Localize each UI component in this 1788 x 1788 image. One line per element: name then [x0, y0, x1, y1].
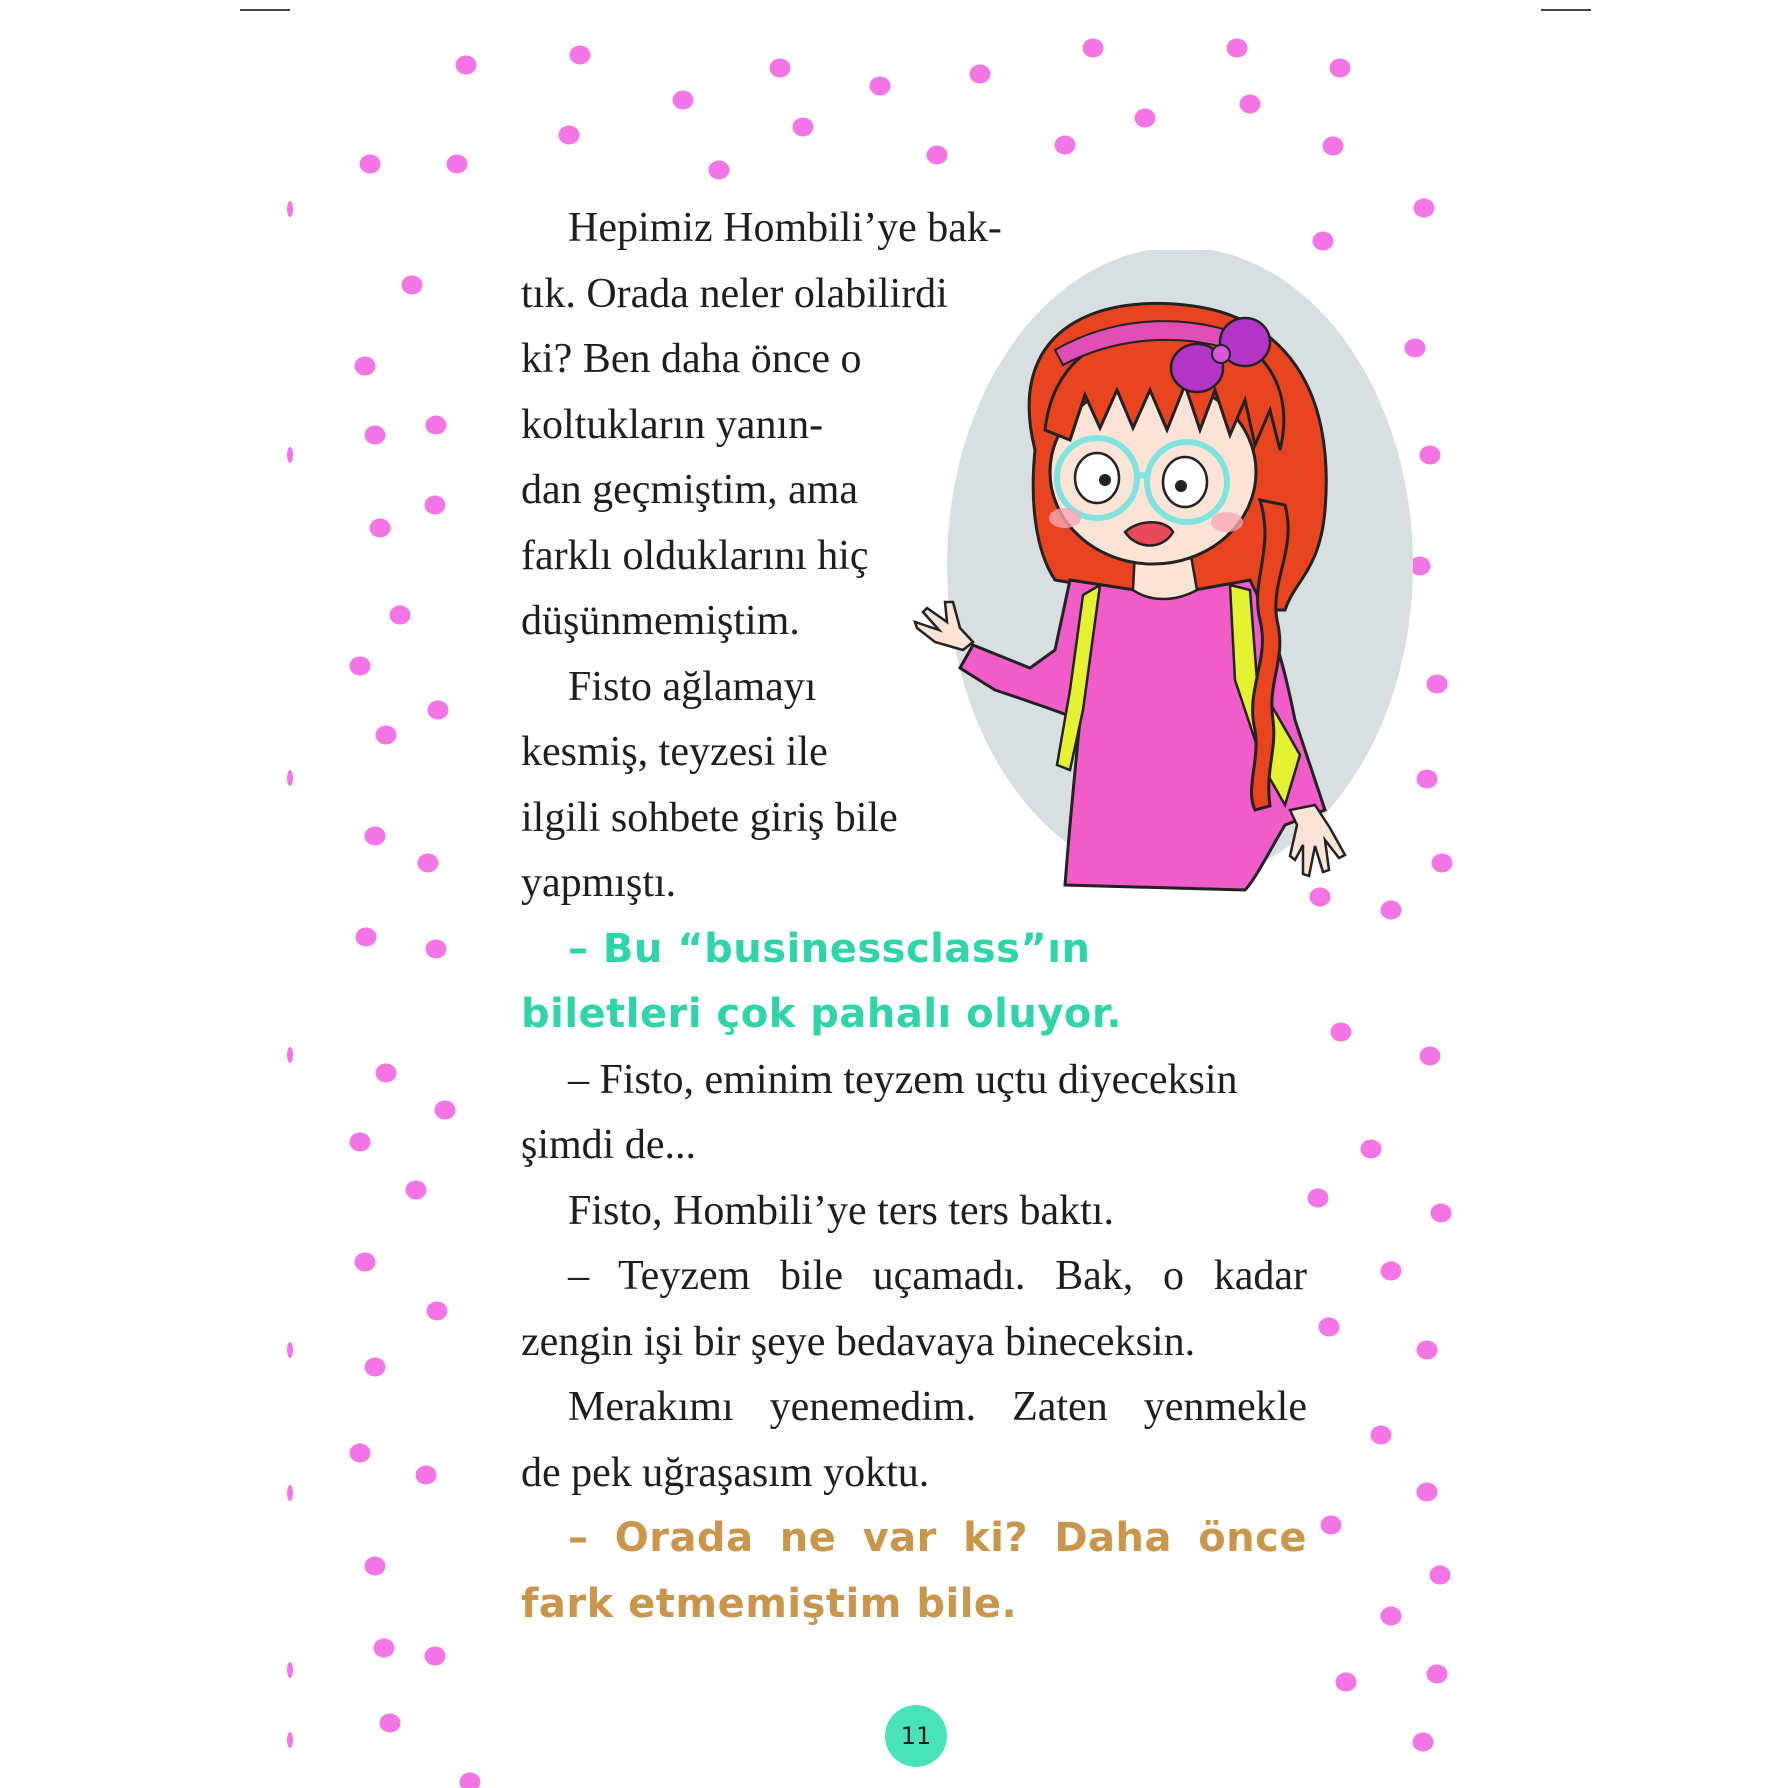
text-line: Fisto, Hombili’ye ters ters baktı. — [568, 1187, 1114, 1234]
pink-dot — [435, 1101, 456, 1120]
pink-dot — [1427, 1665, 1448, 1684]
pink-dot — [365, 1557, 386, 1576]
text-line: zengin işi bir şeye bedavaya bineceksin. — [521, 1318, 1196, 1365]
pink-dot — [1381, 1262, 1402, 1281]
pink-dot — [1427, 675, 1448, 694]
pink-dot — [380, 1714, 401, 1733]
text-line: Fisto ağlamayı — [568, 663, 817, 710]
pink-dot — [350, 1444, 371, 1463]
pink-dot — [1055, 136, 1076, 155]
pink-dot-edge — [287, 1662, 293, 1678]
page-number-badge — [885, 1705, 947, 1767]
pink-dot — [770, 59, 791, 78]
pink-dot — [402, 276, 423, 295]
text-line: Hepimiz Hombili’ye bak- — [568, 205, 1002, 251]
text-line: yapmıştı. — [521, 860, 677, 906]
pink-dot — [365, 426, 386, 445]
pink-dot — [418, 854, 439, 873]
pink-dot — [970, 65, 991, 84]
pink-dot — [425, 1647, 446, 1666]
pink-dot — [1308, 1189, 1329, 1208]
speech-line-teal: biletleri çok pahalı oluyor. — [521, 991, 1123, 1037]
pink-dot — [1135, 109, 1156, 128]
pink-dot — [870, 77, 891, 96]
pink-dot — [1414, 199, 1435, 218]
pink-dot — [1319, 1318, 1340, 1337]
pink-dot — [390, 606, 411, 625]
text-line: düşünmemiştim. — [521, 598, 800, 644]
text-line: de pek uğraşasım yoktu. — [521, 1449, 930, 1496]
pink-dot — [1083, 39, 1104, 58]
text-line: Merakımı yenemedim. Zaten yenmekle — [568, 1384, 1307, 1430]
speech-line-orange: fark etmemiştim bile. — [521, 1580, 1018, 1627]
pink-dot — [374, 1639, 395, 1658]
text-line: dan geçmiştim, ama — [521, 467, 859, 513]
pink-dot-edge — [287, 1732, 293, 1748]
pink-dot-edge — [287, 1342, 293, 1358]
pink-dot — [356, 928, 377, 947]
pink-dot — [1330, 59, 1351, 78]
pink-dot — [1420, 1047, 1441, 1066]
pink-dot — [355, 357, 376, 376]
pink-dot-edge — [287, 1485, 293, 1501]
pink-dot — [1371, 1426, 1392, 1445]
pink-dot — [425, 496, 446, 515]
pink-dot — [1381, 1607, 1402, 1626]
pink-dot — [1227, 39, 1248, 58]
pink-dot — [1336, 1673, 1357, 1692]
pink-dot — [1313, 232, 1334, 251]
pink-dot — [355, 1253, 376, 1272]
pink-dot — [1430, 1566, 1451, 1585]
text-line: – Teyzem bile uçamadı. Bak, o kadar — [568, 1253, 1307, 1299]
pink-dot-edge — [287, 1047, 293, 1063]
pink-dot-edge — [287, 770, 293, 786]
pink-dot — [365, 827, 386, 846]
pink-dot — [376, 726, 397, 745]
pink-dot — [370, 519, 391, 538]
pink-dot — [1331, 1023, 1352, 1042]
pink-dot — [376, 1064, 397, 1083]
text-line: koltukların yanın- — [521, 401, 824, 448]
pink-dot — [447, 155, 468, 174]
pink-dot — [428, 701, 449, 720]
pink-dot — [709, 161, 730, 180]
pink-dot — [1413, 1733, 1434, 1752]
pink-dot — [570, 46, 591, 65]
pink-dot — [559, 126, 580, 145]
pink-dot — [927, 146, 948, 165]
text-line: farklı olduklarını hiç — [521, 532, 869, 579]
speech-line-teal: – Bu “businessclass”ın — [568, 925, 1091, 972]
pink-dot — [793, 118, 814, 137]
text-line: ilgili sohbete giriş bile — [521, 794, 898, 841]
pink-dot-edge — [287, 201, 293, 217]
text-line: şimdi de... — [521, 1122, 696, 1168]
text-line: tık. Orada neler olabilirdi — [521, 270, 948, 317]
pink-dot — [460, 1773, 481, 1788]
pink-dot — [1417, 1483, 1438, 1502]
pink-dot — [1361, 1140, 1382, 1159]
pink-dot — [406, 1181, 427, 1200]
pink-dot — [1432, 854, 1453, 873]
pink-dot — [1431, 1204, 1452, 1223]
pink-dot — [360, 155, 381, 174]
pink-dot — [673, 91, 694, 110]
pink-dot — [426, 416, 447, 435]
pink-dot — [1240, 95, 1261, 114]
text-line: kesmiş, teyzesi ile — [521, 729, 828, 775]
pink-dot — [456, 56, 477, 75]
pink-dot — [1321, 1516, 1342, 1535]
speech-line-orange: – Orada ne var ki? Daha önce — [568, 1515, 1307, 1561]
page-number: 11 — [900, 1722, 932, 1750]
pink-dot — [1417, 1341, 1438, 1360]
pink-dot — [350, 657, 371, 676]
pink-dot — [365, 1358, 386, 1377]
pink-dot — [1323, 137, 1344, 156]
text-line: – Fisto, eminim teyzem uçtu diyeceksin — [568, 1056, 1238, 1103]
pink-dot-edge — [287, 447, 293, 463]
story-text — [521, 196, 1307, 1637]
pink-dot — [350, 1133, 371, 1152]
pink-dot — [427, 1302, 448, 1321]
pink-dot — [426, 940, 447, 959]
text-line: ki? Ben daha önce o — [521, 336, 862, 382]
pink-dot — [416, 1466, 437, 1485]
